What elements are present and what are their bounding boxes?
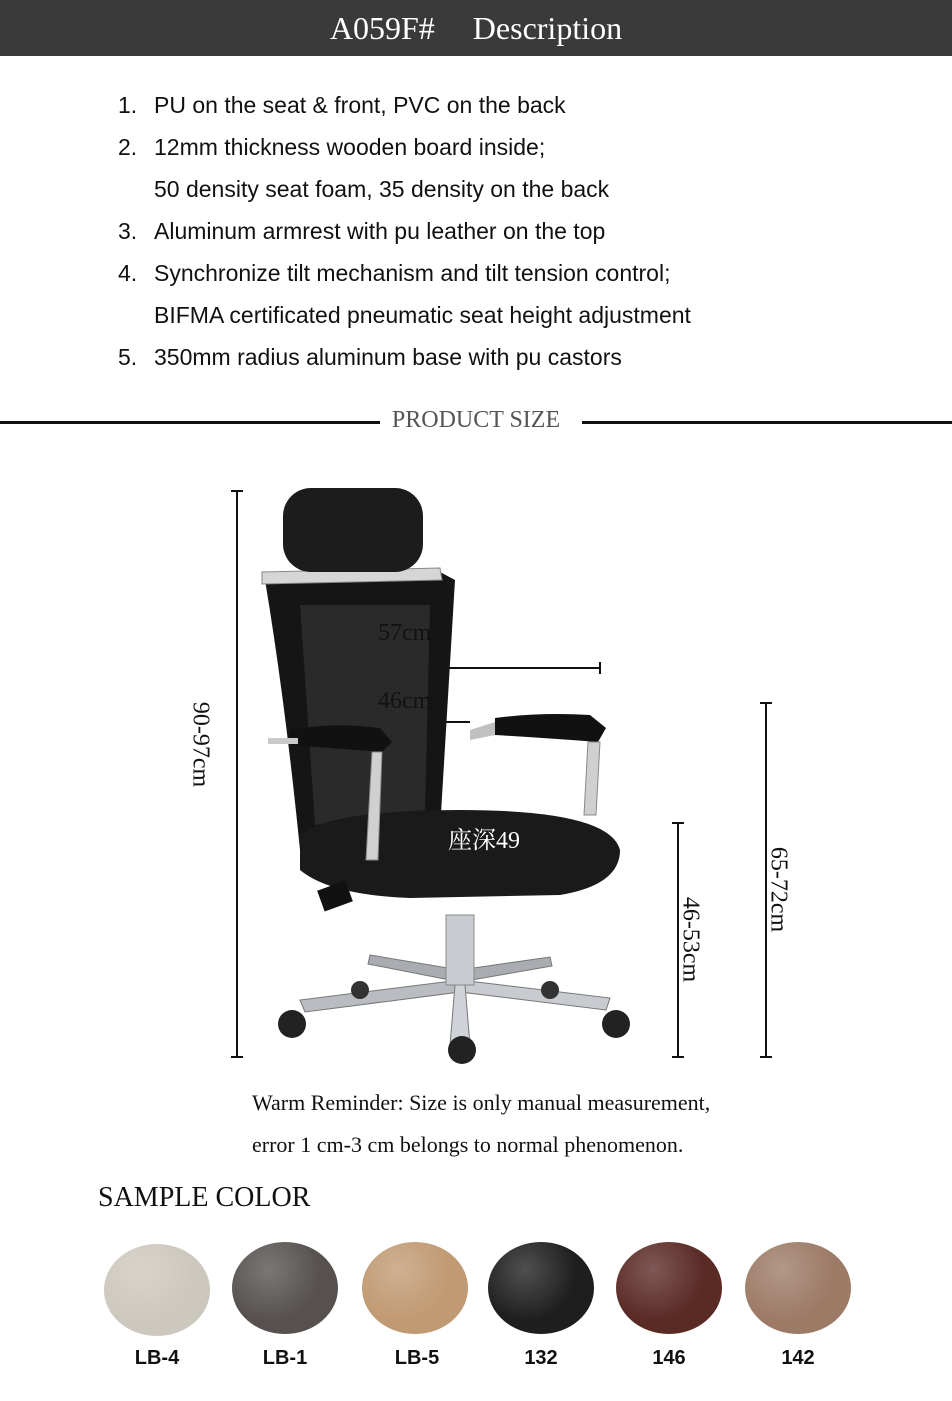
reminder-line: Warm Reminder: Size is only manual measurement,	[252, 1090, 711, 1115]
color-code-label: LB-4	[134, 1347, 180, 1369]
list-item: 1. PU on the seat & front, PVC on the back	[118, 92, 566, 118]
product-size-divider	[0, 404, 952, 440]
reminder-line: error 1 cm-3 cm belongs to normal phenomenon.	[252, 1132, 684, 1157]
chair-illustration	[180, 470, 830, 1080]
section-title: PRODUCT SIZE	[391, 407, 561, 433]
color-code-label: 132	[524, 1347, 558, 1369]
color-code-label: 142	[781, 1347, 815, 1369]
chair-backrest	[262, 488, 455, 850]
list-item: 3. Aluminum armrest with pu leather on the top	[118, 218, 606, 244]
seat-depth-label: 座深49	[448, 828, 520, 854]
color-swatch-146	[616, 1242, 722, 1334]
color-swatch-lb-4	[104, 1244, 210, 1336]
list-item: 5. 350mm radius aluminum base with pu castors	[118, 344, 622, 370]
list-item: 2. 12mm thickness wooden board inside;	[118, 134, 546, 160]
list-item: 50 density seat foam, 35 density on the back	[154, 176, 610, 202]
color-code-label: 146	[652, 1347, 686, 1369]
warm-reminder	[252, 1082, 710, 1166]
arm-height-label: 65-72cm	[765, 846, 792, 933]
color-swatch-lb-1	[232, 1242, 338, 1334]
color-swatch-142	[745, 1242, 851, 1334]
model-number: A059F#	[329, 9, 435, 46]
width-label: 57cm	[378, 620, 432, 646]
total-height-label: 90-97cm	[187, 701, 214, 788]
sample-color-title: SAMPLE COLOR	[98, 1182, 311, 1213]
color-code-label: LB-5	[394, 1347, 440, 1369]
color-swatch-lb-5	[362, 1242, 468, 1334]
color-code-label: LB-1	[262, 1347, 308, 1369]
list-item: 4. Synchronize tilt mechanism and tilt tension control;	[118, 260, 671, 286]
color-swatch-132	[488, 1242, 594, 1334]
seat-height-label: 46-53cm	[677, 896, 704, 983]
header-title: Description	[472, 9, 623, 46]
seat-width-label: 46cm	[378, 688, 432, 714]
list-item: BIFMA certificated pneumatic seat height adjustment	[154, 302, 691, 328]
header-bar	[0, 0, 952, 56]
description-list	[118, 84, 691, 378]
chair-base	[278, 915, 630, 1064]
